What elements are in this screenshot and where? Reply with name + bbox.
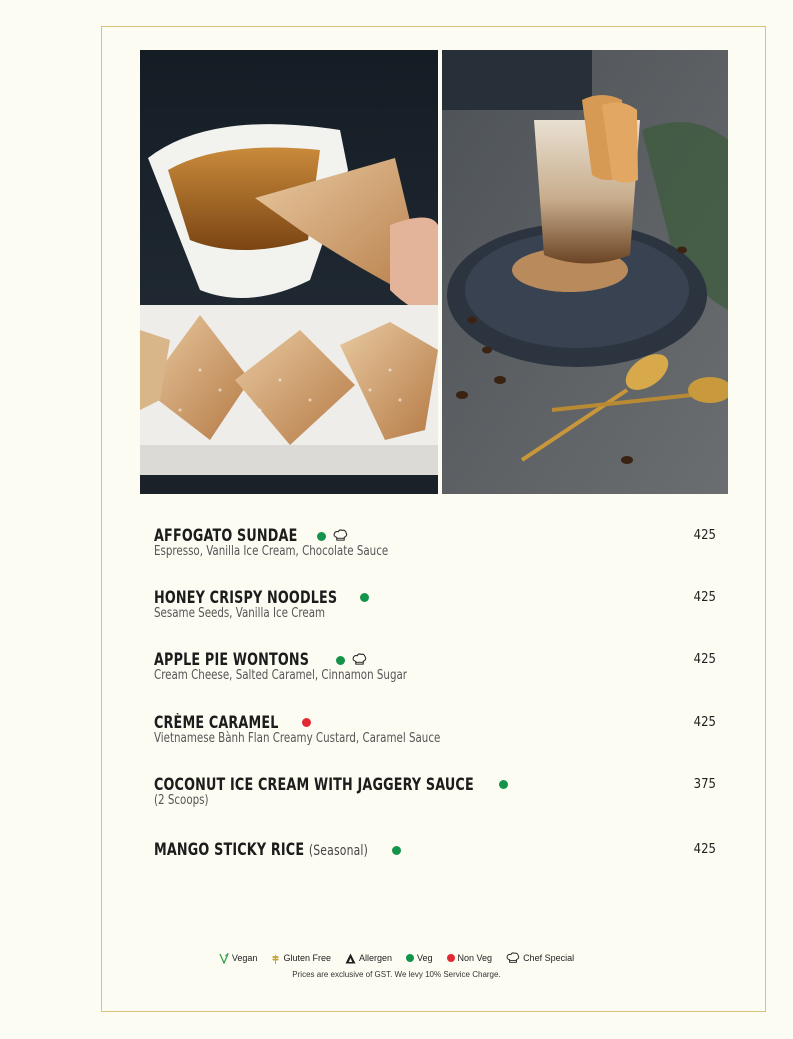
- item-name: CRÈME CARAMEL: [154, 713, 279, 732]
- item-name: [154, 840, 368, 859]
- chef-hat-icon: [352, 653, 367, 666]
- item-name-text: MANGO STICKY RICE: [154, 840, 305, 859]
- item-name: APPLE PIE WONTONS: [154, 650, 310, 669]
- item-name: AFFOGATO SUNDAE: [154, 526, 298, 545]
- item-description: Sesame Seeds, Vanilla Ice Cream: [154, 606, 326, 621]
- veg-dot-icon: [392, 846, 401, 855]
- veg-dot-icon: [336, 656, 345, 665]
- legend-allergen-label: Allergen: [358, 953, 392, 963]
- legend-non-veg: [447, 953, 493, 963]
- chef-hat-icon: [333, 529, 348, 542]
- non-veg-dot-icon: [302, 718, 311, 727]
- menu-item: [154, 840, 716, 859]
- menu-item: [154, 588, 716, 621]
- gluten-free-wheat-icon: [271, 953, 280, 964]
- legend-vegan: [219, 953, 258, 964]
- item-price: 425: [693, 652, 716, 667]
- menu-item: [154, 713, 716, 746]
- legend-veg: [406, 953, 433, 963]
- veg-dot-icon: [360, 593, 369, 602]
- allergen-icon: [345, 953, 356, 964]
- legend-vegan-label: Vegan: [231, 953, 258, 963]
- legend-non-veg-label: Non Veg: [457, 953, 493, 963]
- item-price: 425: [693, 715, 716, 730]
- vegan-leaf-icon: [219, 953, 229, 964]
- item-description: Cream Cheese, Salted Caramel, Cinnamon Sugar: [154, 668, 408, 683]
- legend-gluten-free: [271, 953, 331, 964]
- item-description: Espresso, Vanilla Ice Cream, Chocolate Sauce: [154, 544, 389, 559]
- wontons-photo: [140, 50, 438, 494]
- footer-note: Prices are exclusive of GST. We levy 10% Service Charge.: [292, 970, 501, 979]
- legend-veg-label: Veg: [417, 953, 433, 963]
- veg-dot-icon: [499, 780, 508, 789]
- item-price: 425: [693, 590, 716, 605]
- item-price: 425: [693, 842, 716, 857]
- legend-chef-special-label: Chef Special: [523, 953, 575, 963]
- item-name: HONEY CRISPY NOODLES: [154, 588, 338, 607]
- legend-allergen: [345, 953, 392, 964]
- legend-gluten-free-label: Gluten Free: [283, 953, 331, 963]
- legend-chef-special: [506, 952, 574, 964]
- item-price: 375: [693, 777, 716, 792]
- item-seasonal-tag: (Seasonal): [308, 843, 369, 859]
- item-name: COCONUT ICE CREAM WITH JAGGERY SAUCE: [154, 775, 474, 794]
- item-price: 425: [693, 528, 716, 543]
- affogato-photo: [442, 50, 728, 494]
- menu-item: [154, 650, 716, 683]
- menu-item: [154, 775, 716, 808]
- veg-dot-icon: [317, 532, 326, 541]
- dietary-legend: [0, 952, 793, 964]
- item-description: (2 Scoops): [154, 793, 209, 808]
- menu-item: [154, 526, 716, 559]
- veg-dot-icon: [406, 954, 414, 962]
- chef-hat-icon: [506, 952, 520, 964]
- non-veg-dot-icon: [447, 954, 455, 962]
- item-description: Vietnamese Bành Flan Creamy Custard, Caramel Sauce: [154, 731, 441, 746]
